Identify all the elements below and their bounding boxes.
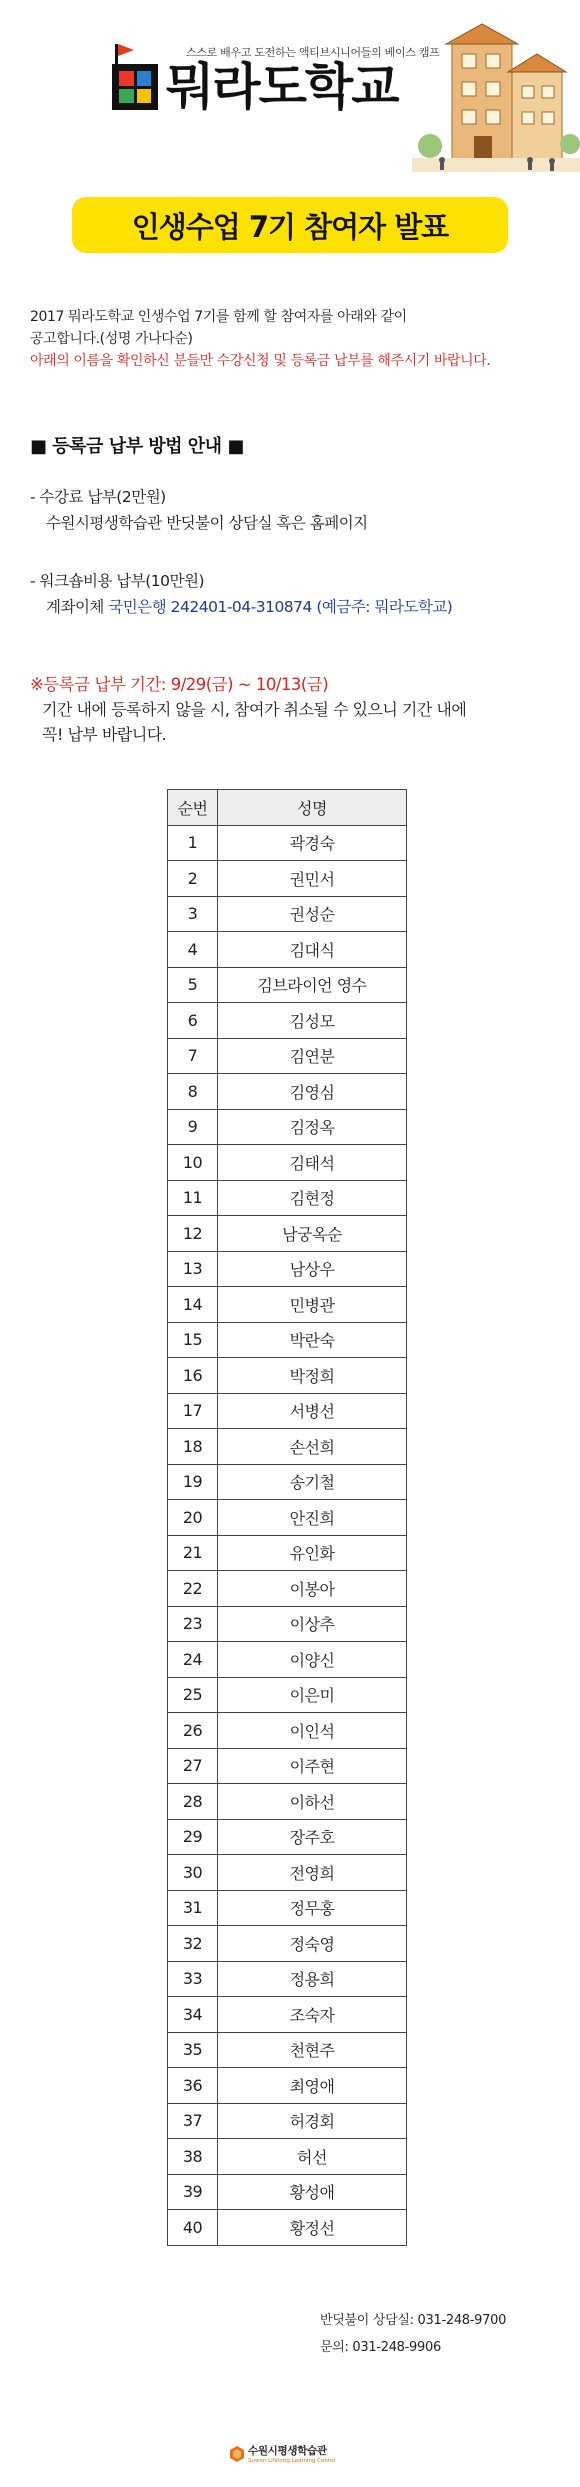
row-name: 김연분	[218, 1038, 407, 1074]
flag-icon	[118, 44, 134, 56]
row-num: 20	[168, 1500, 218, 1536]
table-row	[168, 1855, 407, 1891]
transfer-line	[30, 594, 452, 620]
logo-square-blue	[137, 71, 152, 86]
title-banner	[72, 197, 508, 253]
row-name: 남상우	[218, 1251, 407, 1287]
table-row	[168, 1038, 407, 1074]
logo-square-green	[119, 89, 134, 104]
school-logo	[112, 58, 398, 116]
table-row	[168, 1961, 407, 1997]
table-body	[168, 825, 407, 2245]
tagline: 스스로 배우고 도전하는 액티브시니어들의 베이스 캠프	[186, 46, 440, 59]
row-name: 민병관	[218, 1287, 407, 1323]
row-num: 27	[168, 1748, 218, 1784]
row-num: 8	[168, 1074, 218, 1110]
row-num: 7	[168, 1038, 218, 1074]
table-row	[168, 2139, 407, 2175]
workshop-label: - 워크숍비용 납부(10만원)	[30, 572, 205, 590]
table-row	[168, 1677, 407, 1713]
deadline-desc: 꼭! 납부 바랍니다.	[42, 725, 167, 744]
row-num: 26	[168, 1713, 218, 1749]
row-num: 24	[168, 1642, 218, 1678]
table-row	[168, 932, 407, 968]
row-name: 황성애	[218, 2174, 407, 2210]
table-row	[168, 1890, 407, 1926]
logo-square-red	[119, 71, 134, 86]
table-row	[168, 1500, 407, 1536]
row-name: 황정선	[218, 2210, 407, 2246]
row-name: 허선	[218, 2139, 407, 2175]
row-num: 31	[168, 1890, 218, 1926]
row-num: 2	[168, 861, 218, 897]
contacts	[320, 2307, 506, 2361]
suwon-logo-icon	[230, 2446, 244, 2462]
row-name: 김대식	[218, 932, 407, 968]
row-name: 서병선	[218, 1393, 407, 1429]
table-row	[168, 1074, 407, 1110]
row-name: 이하선	[218, 1784, 407, 1820]
table-row	[168, 1748, 407, 1784]
row-name: 권성순	[218, 896, 407, 932]
table-row	[168, 1926, 407, 1962]
bank-account: 국민은행 242401-04-310874 (예금주: 뭐라도학교)	[108, 598, 453, 616]
row-num: 29	[168, 1819, 218, 1855]
table-row	[168, 967, 407, 1003]
row-num: 10	[168, 1145, 218, 1181]
inquiry-phone: 문의: 031-248-9906	[320, 2340, 441, 2355]
row-num: 37	[168, 2103, 218, 2139]
table-row	[168, 1322, 407, 1358]
row-num: 19	[168, 1464, 218, 1500]
counsel-phone: 반딧불이 상담실: 031-248-9700	[320, 2313, 507, 2328]
header	[0, 0, 580, 244]
row-num: 25	[168, 1677, 218, 1713]
row-name: 김현정	[218, 1180, 407, 1216]
row-name: 송기철	[218, 1464, 407, 1500]
row-num: 21	[168, 1535, 218, 1571]
row-num: 28	[168, 1784, 218, 1820]
workshop-block	[30, 568, 452, 620]
row-num: 12	[168, 1216, 218, 1252]
table-row	[168, 1145, 407, 1181]
row-name: 이은미	[218, 1677, 407, 1713]
row-num: 13	[168, 1251, 218, 1287]
table-row	[168, 1216, 407, 1252]
intro-line: 2017 뭐라도학교 인생수업 7기를 함께 할 참여자를 아래와 같이	[30, 309, 407, 325]
table-row	[168, 2068, 407, 2104]
table-row	[168, 1287, 407, 1323]
table-row	[168, 1642, 407, 1678]
row-num: 36	[168, 2068, 218, 2104]
logo-square-yellow	[137, 89, 152, 104]
tuition-label: - 수강료 납부(2만원)	[30, 488, 166, 506]
row-num: 15	[168, 1322, 218, 1358]
row-num: 30	[168, 1855, 218, 1891]
row-num: 4	[168, 932, 218, 968]
intro-notice: 아래의 이름을 확인하신 분들만 수강신청 및 등록금 납부를 해주시기 바랍니다.	[30, 353, 491, 369]
row-name: 남궁옥순	[218, 1216, 407, 1252]
table-row	[168, 825, 407, 861]
row-name: 김성모	[218, 1003, 407, 1039]
row-name: 이주현	[218, 1748, 407, 1784]
row-num: 17	[168, 1393, 218, 1429]
table-row	[168, 896, 407, 932]
row-num: 22	[168, 1571, 218, 1607]
row-name: 김영심	[218, 1074, 407, 1110]
row-name: 유인화	[218, 1535, 407, 1571]
table-header-row	[168, 790, 407, 826]
transfer-prefix: 계좌이체	[46, 598, 109, 616]
row-name: 정숙영	[218, 1926, 407, 1962]
table-row	[168, 1429, 407, 1465]
table-row	[168, 1713, 407, 1749]
table-row	[168, 1535, 407, 1571]
row-name: 권민서	[218, 861, 407, 897]
table-row	[168, 2210, 407, 2246]
school-building-illustration	[412, 20, 580, 172]
table-row	[168, 1997, 407, 2033]
row-num: 32	[168, 1926, 218, 1962]
row-num: 35	[168, 2032, 218, 2068]
row-num: 5	[168, 967, 218, 1003]
row-num: 9	[168, 1109, 218, 1145]
row-name: 김태석	[218, 1145, 407, 1181]
row-name: 안진희	[218, 1500, 407, 1536]
row-name: 최영애	[218, 2068, 407, 2104]
row-name: 조숙자	[218, 1997, 407, 2033]
payment-heading: ■ 등록금 납부 방법 안내 ■	[30, 436, 244, 457]
row-name: 곽경숙	[218, 825, 407, 861]
row-num: 39	[168, 2174, 218, 2210]
logo-mark-icon	[112, 64, 158, 110]
header-num: 순번	[168, 790, 218, 826]
table-row	[168, 861, 407, 897]
row-num: 23	[168, 1606, 218, 1642]
row-name: 전영희	[218, 1855, 407, 1891]
table-row	[168, 1393, 407, 1429]
row-name: 장주호	[218, 1819, 407, 1855]
deadline-block	[30, 672, 466, 747]
participant-table	[167, 789, 407, 2246]
table-row	[168, 1003, 407, 1039]
row-name: 이상추	[218, 1606, 407, 1642]
row-num: 3	[168, 896, 218, 932]
row-num: 40	[168, 2210, 218, 2246]
row-num: 38	[168, 2139, 218, 2175]
page-title: 인생수업 7기 참여자 발표	[131, 209, 449, 244]
deadline-desc: 기간 내에 등록하지 않을 시, 참여가 취소될 수 있으니 기간 내에	[42, 700, 467, 719]
row-num: 33	[168, 1961, 218, 1997]
intro-line: 공고합니다.(성명 가나다순)	[30, 331, 193, 347]
row-name: 김브라이언 영수	[218, 967, 407, 1003]
table-row	[168, 1251, 407, 1287]
table-row	[168, 2103, 407, 2139]
row-name: 정용희	[218, 1961, 407, 1997]
row-name: 김정옥	[218, 1109, 407, 1145]
table-row	[168, 2032, 407, 2068]
logo-text: 뭐라도학교	[166, 58, 398, 116]
table-row	[168, 1464, 407, 1500]
footer-org-en: Suwon Lifelong Learning Center	[248, 2458, 336, 2464]
table-row	[168, 1358, 407, 1394]
tuition-block	[30, 484, 368, 536]
table-row	[168, 2174, 407, 2210]
table-row	[168, 1819, 407, 1855]
row-name: 손선희	[218, 1429, 407, 1465]
table-row	[168, 1606, 407, 1642]
row-name: 이인석	[218, 1713, 407, 1749]
row-name: 허경회	[218, 2103, 407, 2139]
tuition-detail: 수원시평생학습관 반딧불이 상담실 혹은 홈페이지	[46, 514, 368, 532]
footer-logo	[230, 2443, 336, 2464]
table-row	[168, 1180, 407, 1216]
row-name: 천현주	[218, 2032, 407, 2068]
row-name: 이봉아	[218, 1571, 407, 1607]
row-num: 34	[168, 1997, 218, 2033]
table-row	[168, 1784, 407, 1820]
row-name: 박란숙	[218, 1322, 407, 1358]
header-name: 성명	[218, 790, 407, 826]
row-name: 정무홍	[218, 1890, 407, 1926]
row-num: 11	[168, 1180, 218, 1216]
row-num: 14	[168, 1287, 218, 1323]
deadline-title: ※등록금 납부 기간: 9/29(금) ~ 10/13(금)	[30, 675, 329, 694]
intro-paragraph	[30, 306, 490, 372]
row-num: 16	[168, 1358, 218, 1394]
row-num: 18	[168, 1429, 218, 1465]
row-num: 1	[168, 825, 218, 861]
row-num: 6	[168, 1003, 218, 1039]
table-row	[168, 1109, 407, 1145]
row-name: 박정희	[218, 1358, 407, 1394]
table-row	[168, 1571, 407, 1607]
footer-org-ko: 수원시평생학습관	[248, 2445, 327, 2457]
row-name: 이양신	[218, 1642, 407, 1678]
